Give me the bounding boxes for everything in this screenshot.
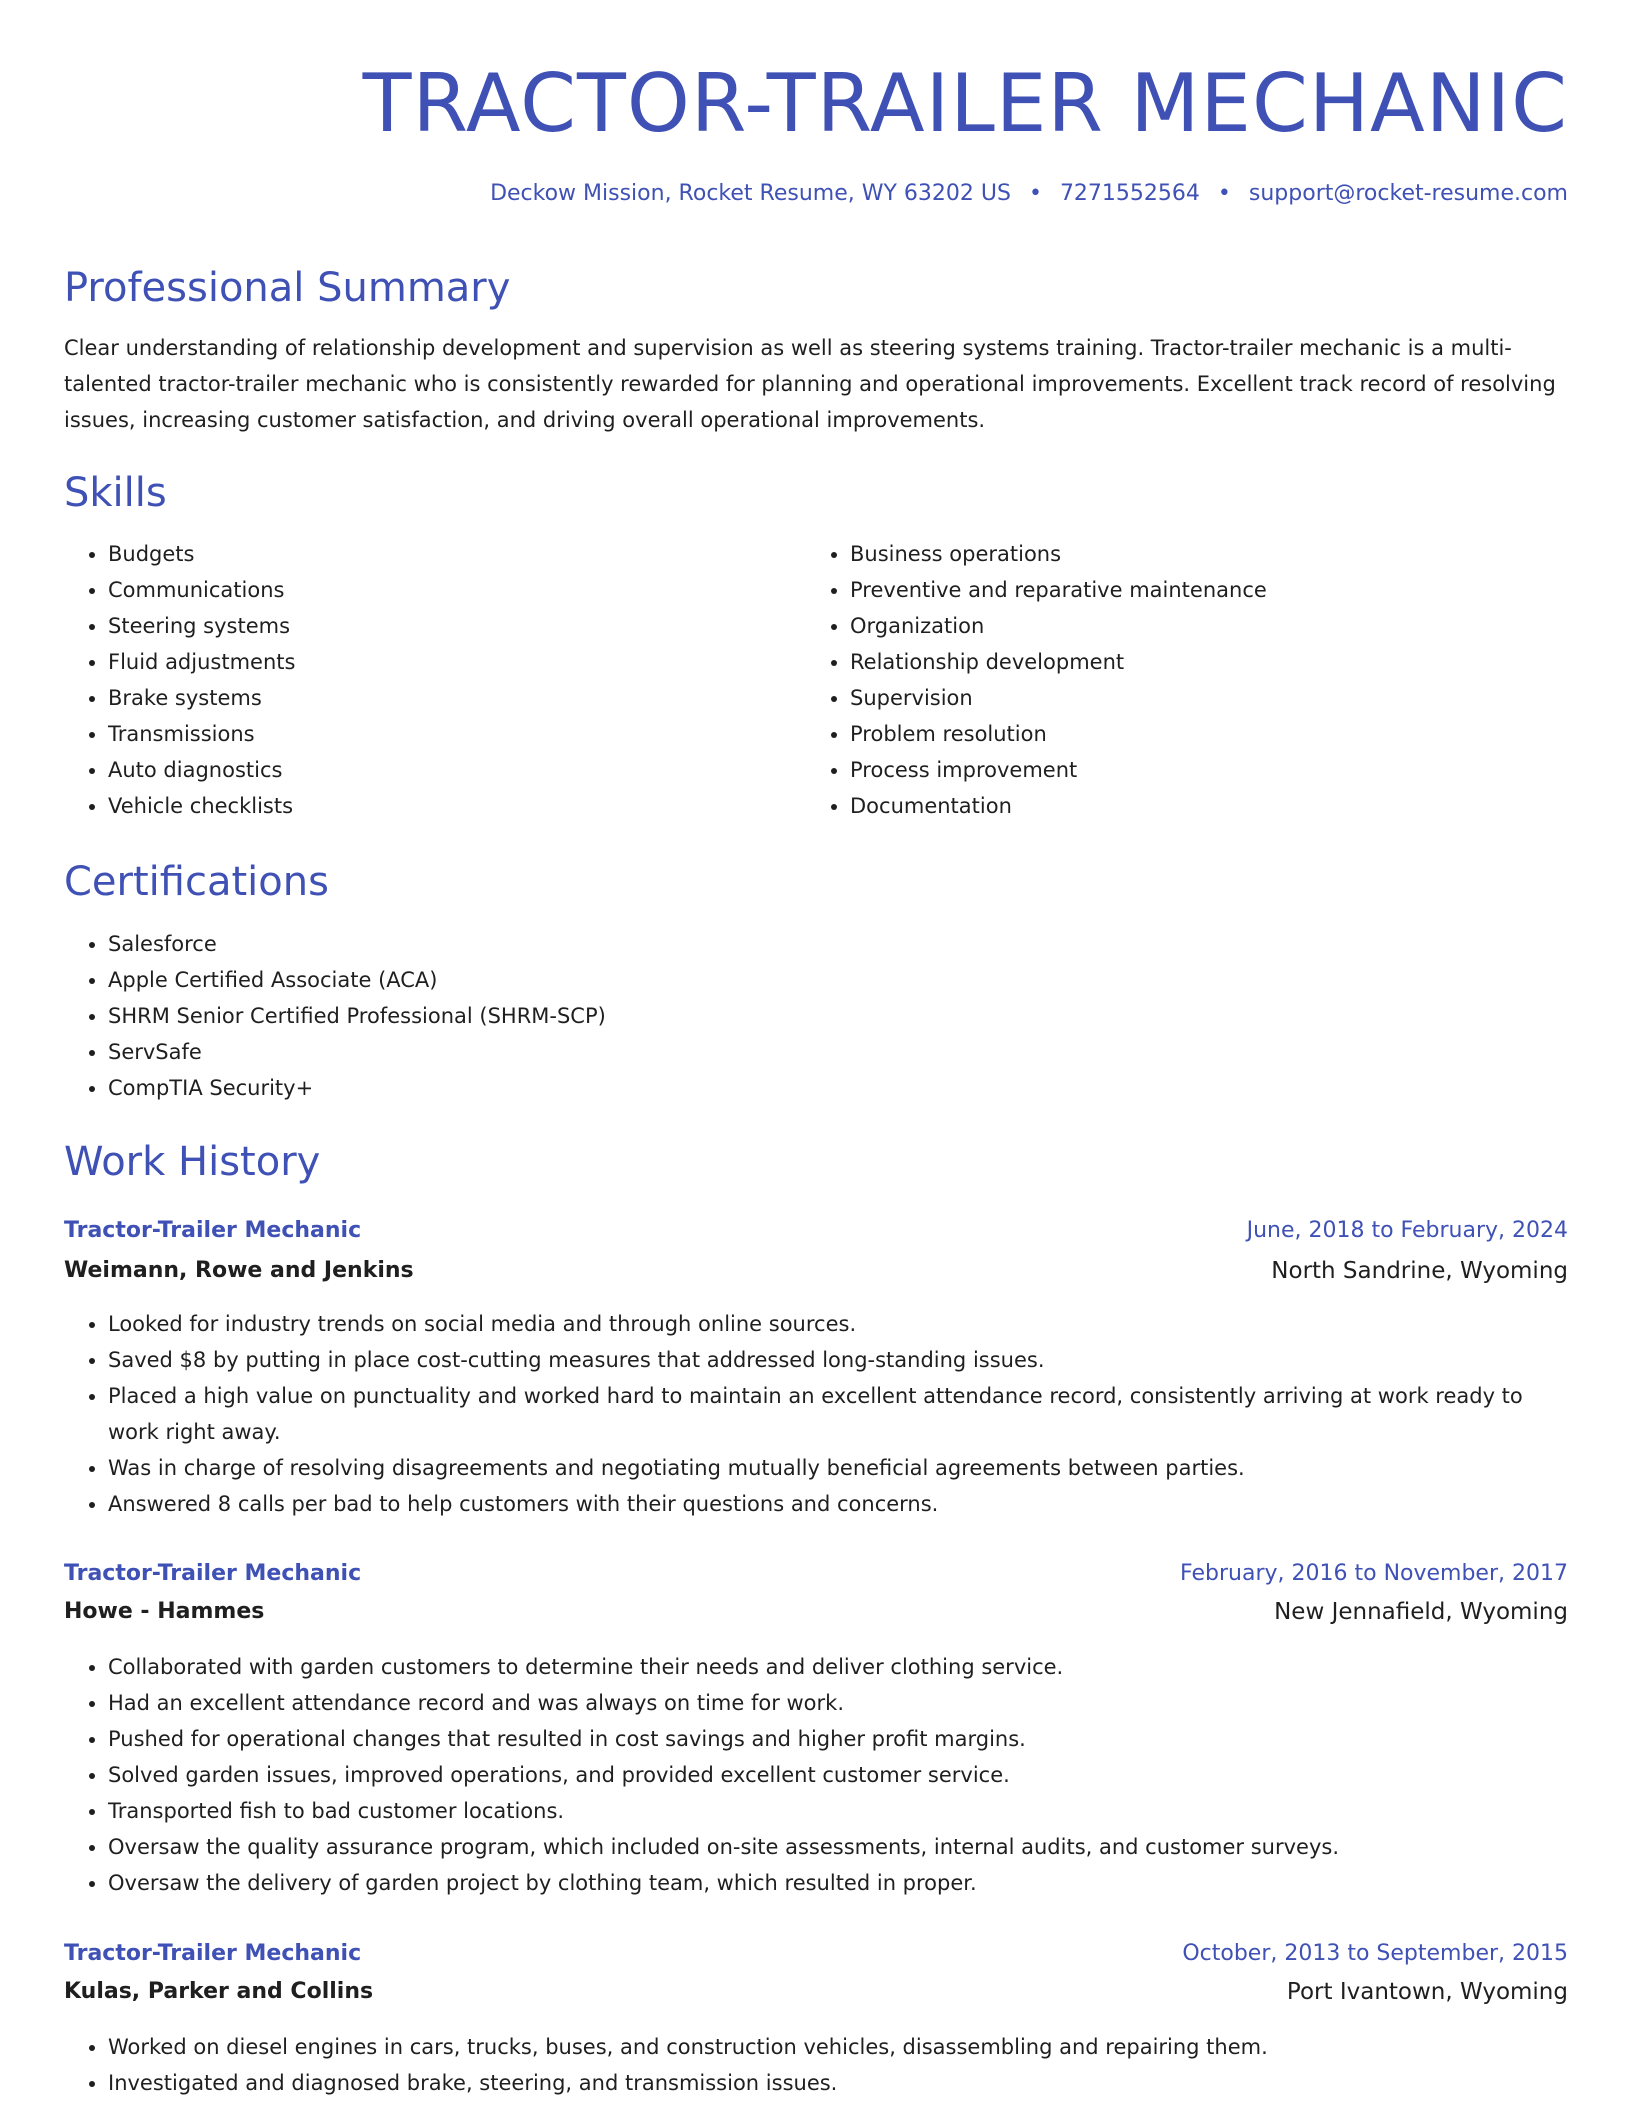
contact-phone: 7271552564 xyxy=(1059,181,1200,206)
summary-heading: Professional Summary xyxy=(64,265,511,311)
skill-item: • Fluid adjustments xyxy=(108,644,798,680)
certification-item: • Apple Certified Associate (ACA) xyxy=(108,962,1568,998)
job-dates: June, 2018 to February, 2024 xyxy=(1246,1218,1568,1243)
contact-email[interactable]: support@rocket-resume.com xyxy=(1248,181,1568,206)
job-bullets xyxy=(64,2029,1568,2101)
skill-item: • Process improvement xyxy=(850,752,1568,788)
job-bullet: • Pushed for operational changes that resulted in cost savings and higher profit margins. xyxy=(108,1721,1568,1757)
job-bullet: • Collaborated with garden customers to determine their needs and deliver clothing service. xyxy=(108,1649,1568,1685)
skill-item: • Budgets xyxy=(108,536,798,572)
job-dates: February, 2016 to November, 2017 xyxy=(1180,1561,1568,1586)
job-location: North Sandrine, Wyoming xyxy=(1271,1258,1568,1284)
skill-item: • Supervision xyxy=(850,680,1568,716)
job-bullets xyxy=(64,1649,1568,1901)
skill-item: • Steering systems xyxy=(108,608,798,644)
skill-item: • Organization xyxy=(850,608,1568,644)
job-dates: October, 2013 to September, 2015 xyxy=(1182,1941,1568,1966)
job-company-row xyxy=(64,1253,1568,1289)
job-location: Port Ivantown, Wyoming xyxy=(1286,1979,1568,2005)
job-bullet: • Had an excellent attendance record and was always on time for work. xyxy=(108,1685,1568,1721)
skill-item: • Preventive and reparative maintenance xyxy=(850,572,1568,608)
skill-item: • Problem resolution xyxy=(850,716,1568,752)
certification-item: • ServSafe xyxy=(108,1034,1568,1070)
job-company-row xyxy=(64,1974,1568,2010)
job-bullet: • Solved garden issues, improved operations, and provided excellent customer service. xyxy=(108,1757,1568,1793)
certification-item: • SHRM Senior Certified Professional (SHRM-SCP) xyxy=(108,998,1568,1034)
job-bullet: • Investigated and diagnosed brake, steering, and transmission issues. xyxy=(108,2065,1568,2101)
skills-heading: Skills xyxy=(64,470,167,516)
certification-item: • Salesforce xyxy=(108,926,1568,962)
summary-text: Clear understanding of relationship development and supervision as well as steering systems training. Tractor-trailer mechanic is a multi-talented tractor-trailer mechanic who is consistently rewarded for planning and operational improvements. Excellent track record of resolving issues, increasing customer satisfaction, and driving overall operational improvements. xyxy=(64,336,1556,432)
skill-item: • Relationship development xyxy=(850,644,1568,680)
job-bullet: • Placed a high value on punctuality and worked hard to maintain an excellent attendance record, consistently arriving at work ready to work right away. xyxy=(108,1378,1568,1450)
work-history-heading: Work History xyxy=(64,1139,321,1185)
job-title-row xyxy=(64,1213,1568,1249)
job-bullet: • Answered 8 calls per bad to help customers with their questions and concerns. xyxy=(108,1486,1568,1522)
job-bullet: • Transported fish to bad customer locations. xyxy=(108,1793,1568,1829)
certification-item: • CompTIA Security+ xyxy=(108,1070,1568,1106)
skill-item: • Communications xyxy=(108,572,798,608)
job-company: Howe - Hammes xyxy=(64,1599,265,1624)
contact-separator: • xyxy=(1217,181,1231,206)
skill-item: • Auto diagnostics xyxy=(108,752,798,788)
skill-item: • Documentation xyxy=(850,788,1568,824)
job-location: New Jennafield, Wyoming xyxy=(1274,1599,1568,1625)
skill-item: • Vehicle checklists xyxy=(108,788,798,824)
job-title: Tractor-Trailer Mechanic xyxy=(64,1561,362,1586)
certifications-list xyxy=(64,926,1568,1106)
job-bullet: • Worked on diesel engines in cars, trucks, buses, and construction vehicles, disassembling and repairing them. xyxy=(108,2029,1568,2065)
job-company-row xyxy=(64,1594,1568,1630)
job-company: Weimann, Rowe and Jenkins xyxy=(64,1258,414,1283)
skill-item: • Transmissions xyxy=(108,716,798,752)
skills-list-right xyxy=(806,536,1568,824)
job-bullets xyxy=(64,1306,1568,1522)
certifications-heading: Certifications xyxy=(64,859,329,905)
skill-item: • Brake systems xyxy=(108,680,798,716)
contact-line xyxy=(490,178,1568,210)
job-bullet: • Was in charge of resolving disagreements and negotiating mutually beneficial agreements between parties. xyxy=(108,1450,1568,1486)
contact-separator: • xyxy=(1028,181,1042,206)
skills-list-left xyxy=(64,536,798,824)
contact-address: Deckow Mission, Rocket Resume, WY 63202 US xyxy=(490,181,1011,206)
job-bullet: • Oversaw the delivery of garden project by clothing team, which resulted in proper. xyxy=(108,1865,1568,1901)
job-title-row xyxy=(64,1556,1568,1592)
job-title: Tractor-Trailer Mechanic xyxy=(64,1941,362,1966)
resume-name: TRACTOR-TRAILER MECHANIC xyxy=(362,57,1568,150)
skill-item: • Business operations xyxy=(850,536,1568,572)
job-bullet: • Saved $8 by putting in place cost-cutting measures that addressed long-standing issues. xyxy=(108,1342,1568,1378)
job-company: Kulas, Parker and Collins xyxy=(64,1979,374,2004)
job-title: Tractor-Trailer Mechanic xyxy=(64,1218,362,1243)
job-bullet: • Looked for industry trends on social media and through online sources. xyxy=(108,1306,1568,1342)
job-bullet: • Oversaw the quality assurance program, which included on-site assessments, internal audits, and customer surveys. xyxy=(108,1829,1568,1865)
job-title-row xyxy=(64,1936,1568,1972)
